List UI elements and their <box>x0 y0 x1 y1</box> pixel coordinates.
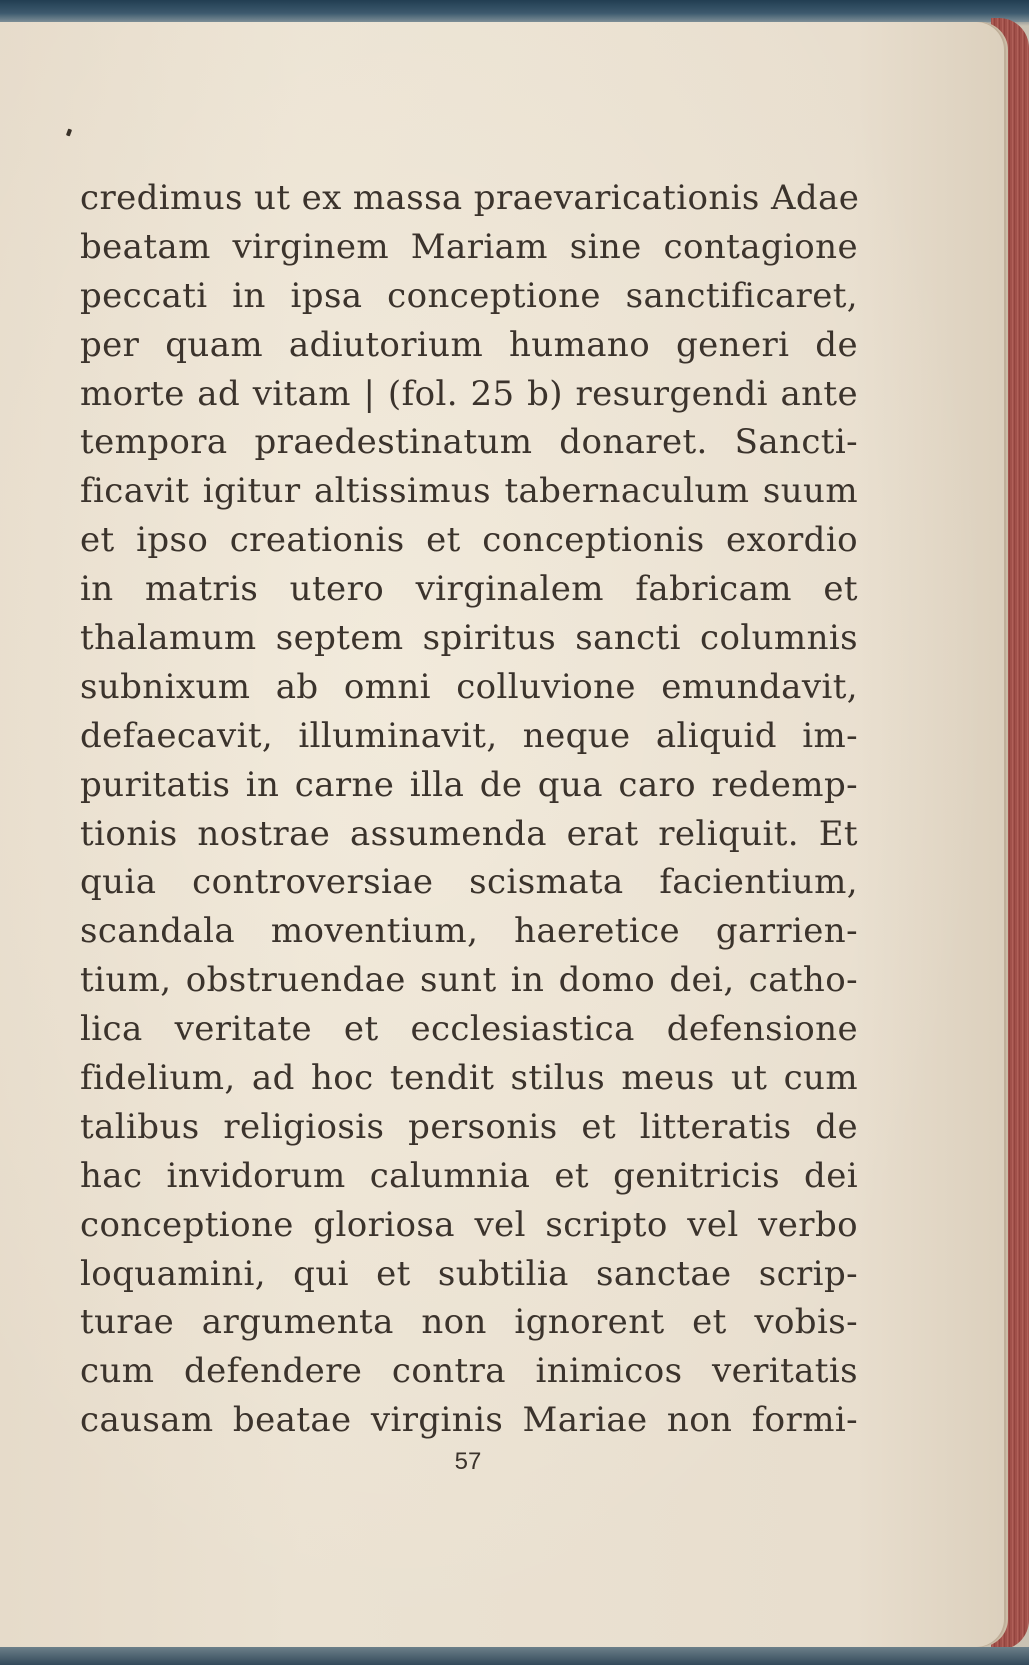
text-line: conceptione gloriosa vel scripto vel verbo <box>80 1204 858 1245</box>
page-number: 57 <box>454 1448 482 1475</box>
text-line: in matris utero virginalem fabricam et <box>80 569 858 610</box>
text-line: scandala moventium, haeretice garrien- <box>80 911 858 952</box>
text-line: credimus ut ex massa praevaricationis Adae <box>80 178 860 218</box>
text-line: beatam virginem Mariam sine contagione <box>80 226 858 267</box>
text-line: turae argumenta non ignorent et vobis- <box>80 1302 858 1343</box>
text-line: talibus religiosis personis et litteratis de <box>80 1106 858 1147</box>
text-line: ficavit igitur altissimus tabernaculum suum <box>80 471 858 512</box>
text-line: peccati in ipsa conceptione sanctificaret, <box>80 275 858 316</box>
text-line: causam beatae virginis Mariae non formi- <box>80 1400 858 1441</box>
text-line: et ipso creationis et conceptionis exordio <box>80 520 858 561</box>
text-line: quia controversiae scismata facientium, <box>80 862 858 903</box>
text-line: thalamum septem spiritus sancti columnis <box>80 618 858 659</box>
text-line: puritatis in carne illa de qua caro redemp- <box>80 764 858 805</box>
text-line: per quam adiutorium humano generi de <box>80 324 858 365</box>
text-line: defaecavit, illuminavit, neque aliquid im- <box>80 715 858 756</box>
text-line: loquamini, qui et subtilia sanctae scrip- <box>80 1253 858 1294</box>
text-line: morte ad vitam | (fol. 25 b) resurgendi ante <box>80 373 858 414</box>
text-line: lica veritate et ecclesiastica defensione <box>80 1009 858 1050</box>
text-line: tionis nostrae assumenda erat reliquit. Et <box>80 813 858 854</box>
book-cover-bottom-edge <box>0 1647 1029 1665</box>
ink-speck <box>66 129 72 137</box>
book-cover-top-edge <box>0 0 1029 22</box>
text-line: tempora praedestinatum donaret. Sancti- <box>80 422 858 463</box>
text-line: tium, obstruendae sunt in domo dei, catho- <box>80 960 858 1001</box>
text-line: subnixum ab omni colluvione emundavit, <box>80 666 858 707</box>
body-text <box>80 174 858 1445</box>
text-line: hac invidorum calumnia et genitricis dei <box>80 1155 858 1196</box>
text-line: cum defendere contra inimicos veritatis <box>80 1351 858 1392</box>
text-line: fidelium, ad hoc tendit stilus meus ut cum <box>80 1058 858 1099</box>
